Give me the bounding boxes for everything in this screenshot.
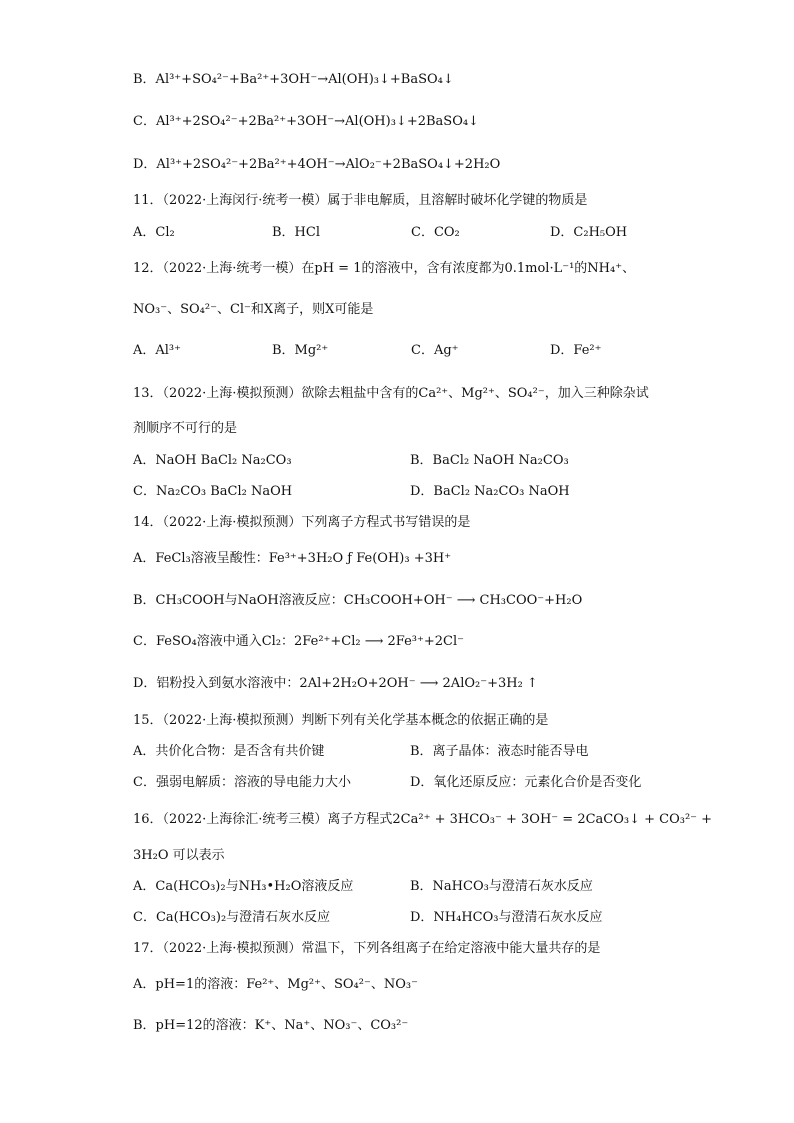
q12-option-d: D．Fe²⁺ [550, 343, 602, 358]
q14-stem: 14．（2022·上海·模拟预测）下列离子方程式书写错误的是 [133, 515, 471, 530]
q11-stem: 11．（2022·上海闵行·统考一模）属于非电解质，且溶解时破坏化学键的物质是 [133, 193, 588, 208]
q15-option-c: C．强弱电解质：溶液的导电能力大小 [133, 775, 351, 790]
q14-option-a: A．FeCl₃溶液呈酸性：Fe³⁺+3H₂O ƒ Fe(OH)₃ +3H⁺ [133, 551, 452, 566]
q15-options-row2 [133, 773, 693, 793]
q16-option-d: D．NH₄HCO₃与澄清石灰水反应 [410, 910, 603, 925]
q14-option-b: B．CH₃COOH与NaOH溶液反应：CH₃COOH+OH⁻ ⟶ CH₃COO⁻+H₂O [133, 593, 583, 608]
q11-option-a: A．Cl₂ [133, 225, 175, 240]
q16-option-a: A．Ca(HCO₃)₂与NH₃•H₂O溶液反应 [133, 879, 354, 894]
q10-option-c: C．Al³⁺+2SO₄²⁻+2Ba²⁺+3OH⁻→Al(OH)₃↓+2BaSO₄↓ [133, 114, 479, 129]
q11-option-b: B．HCl [272, 225, 320, 240]
q10-option-b: B．Al³⁺+SO₄²⁻+Ba²⁺+3OH⁻→Al(OH)₃↓+BaSO₄↓ [133, 72, 454, 87]
q14-option-d: D．铝粉投入到氨水溶液中：2Al+2H₂O+2OH⁻ ⟶ 2AlO₂⁻+3H₂ ↑ [133, 676, 538, 691]
q13-options-row1 [133, 451, 693, 471]
q13-options-row2 [133, 482, 693, 502]
q15-options-row1 [133, 742, 693, 762]
q16-stem-line1: 16．（2022·上海徐汇·统考三模）离子方程式2Ca²⁺ + 3HCO₃⁻ + 3OH⁻ = 2CaCO₃↓ + CO₃²⁻ + [133, 812, 713, 827]
q12-stem-line1: 12．（2022·上海·统考一模）在pH = 1的溶液中，含有浓度都为0.1mol·L⁻¹的NH₄⁺、 [133, 261, 636, 276]
q12-option-c: C．Ag⁺ [411, 343, 459, 358]
q13-option-a: A．NaOH BaCl₂ Na₂CO₃ [133, 453, 292, 468]
q13-option-c: C．Na₂CO₃ BaCl₂ NaOH [133, 484, 293, 499]
q14-option-c: C．FeSO₄溶液中通入Cl₂：2Fe²⁺+Cl₂ ⟶ 2Fe³⁺+2Cl⁻ [133, 634, 464, 649]
q15-option-b: B．离子晶体：液态时能否导电 [410, 744, 589, 759]
q16-option-b: B．NaHCO₃与澄清石灰水反应 [410, 879, 593, 894]
q13-stem-line1: 13．（2022·上海·模拟预测）欲除去粗盐中含有的Ca²⁺、Mg²⁺、SO₄²⁻，加入三种除杂试 [133, 386, 649, 401]
q16-option-c: C．Ca(HCO₃)₂与澄清石灰水反应 [133, 910, 331, 925]
q12-option-b: B．Mg²⁺ [272, 343, 329, 358]
q11-option-c: C．CO₂ [411, 225, 460, 240]
q12-option-a: A．Al³⁺ [133, 343, 182, 358]
q13-option-b: B．BaCl₂ NaOH Na₂CO₃ [410, 453, 569, 468]
q11-options [133, 223, 693, 243]
q15-option-a: A．共价化合物：是否含有共价键 [133, 744, 325, 759]
q17-option-b: B．pH=12的溶液：K⁺、Na⁺、NO₃⁻、CO₃²⁻ [133, 1018, 409, 1033]
q15-option-d: D．氧化还原反应：元素化合价是否变化 [410, 775, 642, 790]
q15-stem: 15．（2022·上海·模拟预测）判断下列有关化学基本概念的依据正确的是 [133, 713, 549, 728]
q13-stem-line2: 剂顺序不可行的是 [133, 421, 238, 436]
q13-option-d: D．BaCl₂ Na₂CO₃ NaOH [410, 484, 570, 499]
q16-options-row2 [133, 908, 693, 928]
q17-stem: 17．（2022·上海·模拟预测）常温下，下列各组离子在给定溶液中能大量共存的是 [133, 941, 601, 956]
q12-stem-line2: NO₃⁻、SO₄²⁻、Cl⁻和X离子，则X可能是 [133, 302, 374, 317]
q16-stem-line2: 3H₂O 可以表示 [133, 848, 225, 863]
q17-option-a: A．pH=1的溶液：Fe²⁺、Mg²⁺、SO₄²⁻、NO₃⁻ [133, 977, 418, 992]
q11-option-d: D．C₂H₅OH [550, 225, 628, 240]
q10-option-d: D．Al³⁺+2SO₄²⁻+2Ba²⁺+4OH⁻→AlO₂⁻+2BaSO₄↓+2H₂O [133, 157, 501, 172]
q12-options [133, 341, 693, 361]
q16-options-row1 [133, 877, 693, 897]
